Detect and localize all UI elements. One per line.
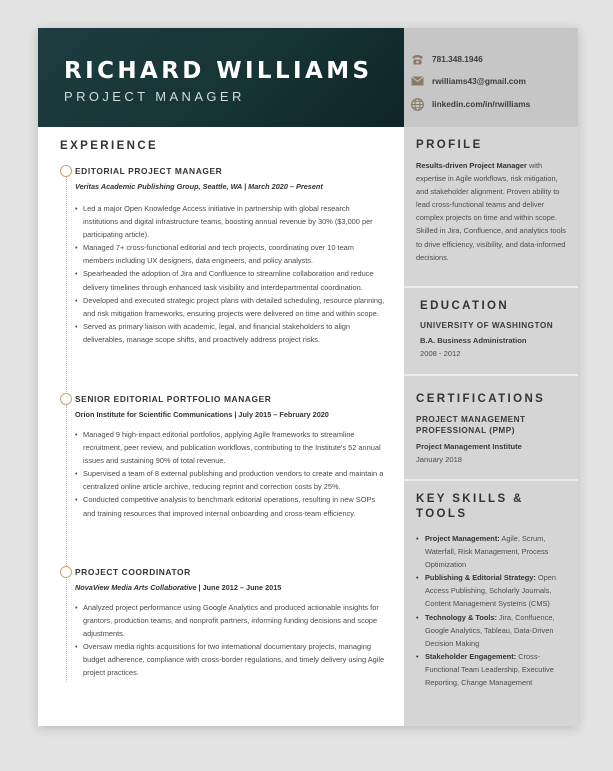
list-item: • Led a major Open Knowledge Access initiative in partnership with global research institutions and digital infrastructure teams, boosting annual revenue by 30% ($3,000 per participating article). [75, 202, 385, 241]
list-item: • Managed 7+ cross-functional editorial and tech projects, coordinating over 10 team members including UX designers, data engineers, and policy analysts. [75, 241, 385, 267]
certification-name: PROJECT MANAGEMENT PROFESSIONAL (PMP) [416, 415, 526, 435]
certification-date: January 2018 [416, 455, 463, 464]
job-bullets [75, 202, 385, 346]
skill-text: Open Access Publishing, Scholarly Journals, Content Management Systems (CMS) [425, 573, 557, 609]
divider [404, 374, 578, 376]
resume-page [38, 28, 578, 726]
profile-text [416, 159, 566, 264]
org-name: NovaView Media Arts Collaborative [75, 583, 197, 592]
skill-text: Agile, Scrum, Waterfall, Risk Management, Process Optimization [425, 534, 549, 570]
job-title: SENIOR EDITORIAL PORTFOLIO MANAGER [75, 394, 272, 404]
skill-label: Publishing & Editorial Strategy: [425, 573, 536, 583]
job-bullets [75, 601, 385, 680]
contact-email [410, 74, 526, 88]
skill-label: Project Management: [425, 534, 500, 543]
profile-lead: Results-driven Project Manager [416, 161, 527, 170]
divider [404, 479, 578, 481]
job-org: Veritas Academic Publishing Group, Seattle, WA | March 2020 – Present [75, 182, 323, 191]
list-item: • Oversaw media rights acquisitions for two international documentary projects, managing budget adherence, compliance with cross-border regulations, and timely delivery using Agile project practices. [75, 640, 385, 679]
education-heading: EDUCATION [420, 300, 510, 312]
profile-heading: PROFILE [416, 139, 483, 151]
skill-label: Stakeholder Engagement: [425, 651, 517, 661]
list-item: • Managed 9 high-impact editorial portfolios, applying Agile frameworks to streamline recruitment, peer review, and publication workflows, contributing to the Institute's 52 annual issues and sustaining 90% of total revenue. [75, 428, 385, 467]
timeline-circle-icon [60, 566, 72, 578]
phone-text[interactable]: 781.348.1946 [432, 54, 483, 64]
certifications-section [404, 393, 578, 464]
org-name: Orion Institute for Scientific Communications [75, 410, 233, 419]
list-item [416, 611, 566, 650]
list-item: • Supervised a team of 8 external publishing and production vendors to create and maintain a centralized online article archive, reducing reprint and correction costs by 25%. [75, 467, 385, 493]
timeline-circle-icon [60, 393, 72, 405]
job-title: PROJECT COORDINATOR [75, 567, 191, 577]
timeline-line [66, 170, 67, 682]
candidate-name: RICHARD WILLIAMS [64, 58, 373, 84]
list-item: • Conducted competitive analysis to benchmark editorial operations, resulting in new SOPs and training resources that improved internal onboarding and cross-team efficiency. [75, 493, 385, 519]
header-banner [38, 28, 404, 127]
skill-label: Technology & Tools: [425, 612, 497, 622]
globe-icon [410, 97, 424, 111]
skills-list [416, 532, 566, 689]
skills-section [404, 492, 578, 689]
education-years: 2008 - 2012 [420, 349, 461, 358]
contact-phone [410, 52, 483, 66]
list-item: • Developed and executed strategic project plans with detailed scheduling, resource planning, and risk mitigation frameworks, ensuring projects were delivered on time and within scope. [75, 294, 385, 320]
list-item: • Analyzed project performance using Google Analytics and produced actionable insights for grantors, production teams, and nonprofit partners, informing funding decisions and scope adjustments. [75, 601, 385, 640]
candidate-title: PROJECT MANAGER [64, 89, 245, 104]
contact-block [404, 28, 578, 127]
list-item: • Served as primary liaison with academic, legal, and financial stakeholders to align deliverables, manage scope shifts, and proactively address project risks. [75, 320, 385, 346]
contact-linkedin [410, 97, 530, 111]
org-dates: | June 2012 – June 2015 [196, 583, 282, 592]
education-degree: B.A. Business Administration [420, 336, 527, 345]
skill-text: Jira, Confluence, Google Analytics, Tableau, Data-Driven Decision Making [425, 612, 555, 648]
org-dates: | July 2015 – February 2020 [232, 410, 329, 419]
phone-icon [410, 52, 424, 66]
timeline-circle-icon [60, 165, 72, 177]
experience-heading: EXPERIENCE [60, 140, 159, 152]
divider [404, 286, 578, 288]
profile-section [404, 139, 578, 264]
envelope-icon [410, 74, 424, 88]
job-org [75, 583, 281, 592]
skills-heading: KEY SKILLS & TOOLS [416, 493, 524, 520]
certifications-heading: CERTIFICATIONS [416, 393, 546, 405]
sidebar [404, 28, 578, 726]
list-item [416, 650, 566, 689]
list-item: • Spearheaded the adoption of Jira and Confluence to streamline collaboration and reduce delivery timelines through enhanced task visibility and interdepartmental coordination. [75, 267, 385, 293]
certification-issuer: Project Management Institute [416, 442, 522, 451]
skill-text: Cross-Functional Team Leadership, Executive Reporting, Change Management [425, 651, 554, 688]
job-org [75, 410, 329, 419]
email-text[interactable]: rwilliams43@gmail.com [432, 76, 526, 86]
linkedin-text[interactable]: linkedin.com/in/rwilliams [432, 99, 531, 109]
job-bullets [75, 428, 385, 520]
education-school: UNIVERSITY OF WASHINGTON [420, 321, 554, 330]
profile-body: with expertise in Agile workflows, risk mitigation, and stakeholder alignment. Proven ability to lead cross-functional teams and deliver complex projects on time and within scope. Skilled in Jira, Confluence, and analytics tools to drive efficiency, visibility, and data-informed decisions. [416, 161, 566, 262]
list-item [416, 532, 566, 571]
list-item [416, 571, 566, 610]
education-section [404, 300, 578, 358]
job-title: EDITORIAL PROJECT MANAGER [75, 166, 223, 176]
